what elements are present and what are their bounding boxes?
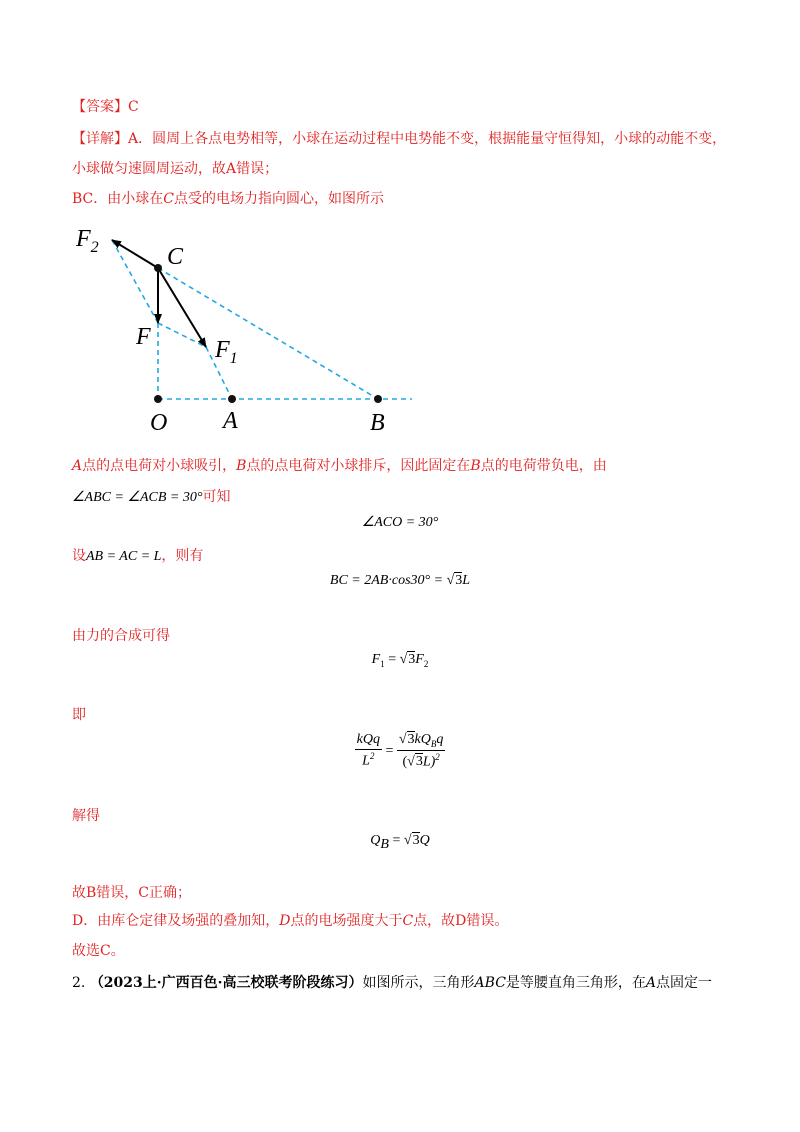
detail-line-1 <box>72 128 726 150</box>
text-a: A <box>72 458 83 474</box>
conclusion2-c: C <box>402 913 414 929</box>
point-b <box>374 395 382 403</box>
label-f: F <box>136 324 151 350</box>
text-c-desc: 点的电荷带负电，由 <box>480 458 607 474</box>
detail-line-2: 小球做匀速圆周运动，故A错误； <box>72 161 279 177</box>
conclusion2-post: 点，故D错误。 <box>413 913 509 929</box>
frac-left-den: $L^2$ <box>362 751 375 770</box>
eq-q-right: Q <box>419 833 430 848</box>
detail-line-3 <box>72 188 384 210</box>
question-a: A <box>645 975 657 991</box>
conclusion-2 <box>72 910 508 932</box>
dashed-line-f2-f <box>112 240 158 323</box>
frac-right-num: $√3kQ_Bq$ <box>398 732 444 749</box>
dashed-line-cb <box>158 268 378 399</box>
detail-line3-c: C <box>163 191 174 207</box>
question-text-pre: 如图所示，三角形 <box>362 975 475 991</box>
eq-f-right: F <box>415 652 424 667</box>
frac-left <box>355 732 382 770</box>
conclusion-1: 故B错误，C正确； <box>72 885 191 901</box>
eq-bc: BC = 2AB·cos30° = √3L <box>329 573 471 588</box>
eq-q-sub: B <box>380 836 389 852</box>
conclusion-3: 故选C。 <box>72 943 125 959</box>
force-text: 由力的合成可得 <box>72 628 170 644</box>
eq-bc-left: BC = 2AB·cos30° = <box>329 573 447 588</box>
detail-bracket: 【详解】 <box>72 131 128 147</box>
eq-bc-l: L <box>462 573 471 588</box>
eq-qb: $Q_B = √3Q$ <box>370 833 430 852</box>
point-c <box>154 264 162 272</box>
angle-tail: 可知 <box>202 489 231 505</box>
point-o <box>154 395 162 403</box>
text-line-a-b <box>72 455 607 477</box>
eq-coulomb <box>0 732 800 770</box>
label-f1: $F_1$ <box>215 337 238 367</box>
label-a: A <box>223 408 238 434</box>
eq-q-mid: = <box>388 833 404 848</box>
label-f2: $F_2$ <box>76 226 99 256</box>
conclusion2-pre: D．由库仑定律及场强的叠加知， <box>72 913 280 929</box>
angle-equation: ∠ABC = ∠ACB = 30° <box>72 490 203 505</box>
eq-f-mid: = <box>384 652 400 667</box>
detail-line3-post: 点受的电场力指向圆心，如图所示 <box>173 191 384 207</box>
jiede-text: 解得 <box>72 808 100 824</box>
label-b: B <box>370 410 385 436</box>
frac-right-den: $(√3L)^2$ <box>402 751 440 770</box>
eq-f-sub2: 2 <box>423 658 429 669</box>
question-2 <box>72 972 712 994</box>
eq-aco-text: ∠ACO = 30° <box>361 515 439 530</box>
eq-q-sqrt: 3 <box>412 833 420 848</box>
eq-coulomb-equals: = <box>385 743 394 759</box>
question-text-mid: 是等腰直角三角形，在 <box>505 975 646 991</box>
eq-bc-sqrt: 3 <box>455 573 463 588</box>
point-a <box>228 395 236 403</box>
eq-f-sqrt: 3 <box>408 652 416 667</box>
text-line-set <box>72 545 203 568</box>
force-diagram <box>70 220 430 440</box>
conclusion2-d: D <box>279 913 291 929</box>
question-number: 2. <box>72 975 86 991</box>
eq-f: $F_1 = √3F_2$ <box>371 652 429 669</box>
eq-f-left: F <box>371 652 381 667</box>
text-a-desc: 点的点电荷对小球吸引， <box>82 458 237 474</box>
answer-line <box>72 96 139 118</box>
detail-line3-pre: BC．由小球在 <box>72 191 164 207</box>
frac-left-num: kQq <box>355 732 382 750</box>
label-c: C <box>167 244 184 270</box>
set-post: ，则有 <box>161 548 204 564</box>
question-source: （2023上·广西百色·高三校联考阶段练习） <box>89 975 363 991</box>
detail-text-1: A．圆周上各点电势相等，小球在运动过程中电势能不变，根据能量守恒得知，小球的动能不变， <box>128 131 727 147</box>
question-text-post: 点固定一 <box>656 975 713 991</box>
text-b2: B <box>470 458 481 474</box>
frac-right <box>397 732 446 770</box>
answer-bracket: 【答案】 <box>72 99 128 115</box>
ji-text: 即 <box>72 707 86 723</box>
set-pre: 设 <box>72 548 86 564</box>
text-b: B <box>236 458 247 474</box>
arrow-f2 <box>112 240 158 268</box>
eq-f-sub1: 1 <box>380 658 385 669</box>
arrow-f1 <box>158 268 206 347</box>
text-b-desc: 点的点电荷对小球排斥，因此固定在 <box>246 458 471 474</box>
conclusion2-mid: 点的电场强度大于 <box>290 913 403 929</box>
set-eq: AB = AC = L <box>86 549 162 564</box>
eq-aco <box>0 514 800 531</box>
answer-value: C <box>128 99 139 115</box>
eq-q-left: Q <box>370 833 381 848</box>
label-o: O <box>150 410 168 436</box>
question-abc: ABC <box>474 975 506 991</box>
text-line-angle <box>72 486 230 509</box>
